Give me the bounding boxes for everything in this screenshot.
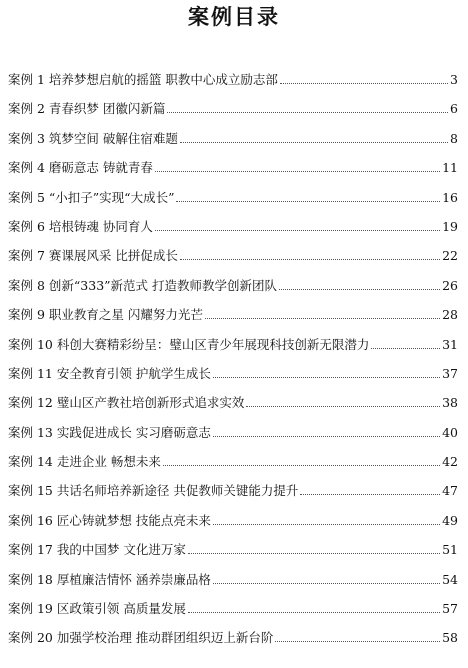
toc-leader-dots — [155, 171, 440, 172]
toc-entry[interactable] — [8, 276, 458, 305]
toc-entry[interactable] — [8, 217, 458, 246]
toc-page-number: 6 — [450, 101, 458, 117]
toc-entry-label: 案例 14 走进企业 畅想未来 — [8, 454, 161, 470]
toc-entry[interactable] — [8, 570, 458, 599]
toc-page-number: 28 — [442, 307, 458, 323]
toc-entry-label: 案例 3 筑梦空间 破解住宿难题 — [8, 130, 178, 146]
toc-leader-dots — [188, 612, 440, 613]
toc-leader-dots — [371, 348, 440, 349]
toc-page-number: 47 — [442, 483, 458, 499]
toc-leader-dots — [246, 406, 440, 407]
toc-leader-dots — [279, 289, 440, 290]
toc-entry-label: 案例 11 安全教育引领 护航学生成长 — [8, 365, 211, 381]
toc-entry[interactable] — [8, 481, 458, 510]
toc-leader-dots — [213, 583, 440, 584]
toc-page-number: 11 — [442, 160, 458, 176]
toc-page-number: 26 — [442, 277, 458, 293]
toc-entry[interactable] — [8, 158, 458, 187]
toc-entry-label: 案例 10 科创大赛精彩纷呈：璧山区青少年展现科技创新无限潜力 — [8, 336, 370, 352]
toc-page-number: 31 — [442, 336, 458, 352]
toc-entry[interactable] — [8, 99, 458, 128]
toc-entry-label: 案例 12 璧山区产教社培创新形式追求实效 — [8, 395, 245, 411]
toc-leader-dots — [213, 436, 440, 437]
toc-entry-label: 案例 1 培养梦想启航的摇篮 职教中心成立励志部 — [8, 72, 278, 87]
page-title: 案例目录 — [188, 5, 280, 29]
toc-entry[interactable] — [8, 129, 458, 158]
toc-page-number: 38 — [442, 395, 458, 411]
toc-page-number: 16 — [442, 189, 458, 205]
toc-entry-label: 案例 13 实践促进成长 实习磨砺意志 — [8, 424, 211, 440]
toc-entry[interactable] — [8, 188, 458, 217]
toc-entry[interactable] — [8, 423, 458, 452]
toc-page-number: 49 — [442, 512, 458, 528]
toc-leader-dots — [180, 259, 440, 260]
toc-entry-label: 案例 4 磨砺意志 铸就青春 — [8, 160, 153, 176]
toc-leader-dots — [205, 318, 440, 319]
toc-entry[interactable] — [8, 393, 458, 422]
toc-page-number: 37 — [442, 365, 458, 381]
toc-entry[interactable] — [8, 511, 458, 540]
toc-entry-label: 案例 19 区政策引领 高质量发展 — [8, 601, 186, 617]
toc-entry-label: 案例 6 培根铸魂 协同育人 — [8, 218, 153, 234]
toc-entry[interactable] — [8, 599, 458, 628]
toc-page-number: 51 — [442, 542, 458, 558]
toc-entry-label: 案例 16 匠心铸就梦想 技能点亮未来 — [8, 512, 211, 528]
toc-entry-label: 案例 8 创新“333”新范式 打造教师教学创新团队 — [8, 277, 278, 293]
toc-leader-dots — [167, 112, 448, 113]
toc-entry-label: 案例 7 赛课展风采 比拼促成长 — [8, 248, 178, 264]
toc-entry[interactable] — [8, 452, 458, 481]
toc-entry[interactable] — [8, 628, 458, 657]
toc-entry-label: 案例 9 职业教育之星 闪耀努力光芒 — [8, 307, 203, 323]
toc-leader-dots — [163, 465, 440, 466]
toc-entry-label: 案例 20 加强学校治理 推动群团组织迈上新台阶 — [8, 630, 274, 646]
toc-leader-dots — [176, 201, 440, 202]
toc-entry-label: 案例 5 “小扣子”实现“大成长” — [8, 189, 175, 205]
toc-page-number: 19 — [442, 218, 458, 234]
toc-entry-label: 案例 15 共话名师培养新途径 共促教师关键能力提升 — [8, 483, 299, 499]
toc-entry[interactable] — [8, 364, 458, 393]
toc-entry[interactable] — [8, 540, 458, 569]
toc-page-number: 54 — [442, 571, 458, 587]
toc-entry[interactable] — [8, 70, 458, 99]
toc-leader-dots — [188, 553, 440, 554]
toc-leader-dots — [180, 142, 448, 143]
toc-entry[interactable] — [8, 246, 458, 275]
toc-entry[interactable] — [8, 305, 458, 334]
toc-leader-dots — [280, 83, 448, 84]
toc-entry-label: 案例 2 青春织梦 团徽闪新篇 — [8, 101, 166, 117]
toc-page-number: 42 — [442, 454, 458, 470]
toc-entry-label: 案例 18 厚植廉洁情怀 涵养崇廉品格 — [8, 571, 211, 587]
toc-leader-dots — [213, 524, 440, 525]
toc-page-number: 57 — [442, 601, 458, 617]
toc-leader-dots — [300, 494, 440, 495]
toc-leader-dots — [275, 641, 440, 642]
toc-page-number: 40 — [442, 424, 458, 440]
toc-entry[interactable] — [8, 335, 458, 364]
toc-page-number: 22 — [442, 248, 458, 264]
toc-entry-label: 案例 17 我的中国梦 文化进万家 — [8, 542, 186, 558]
toc-leader-dots — [213, 377, 440, 378]
toc-page-number: 3 — [450, 72, 458, 87]
table-of-contents — [8, 70, 458, 658]
toc-page-number: 8 — [450, 130, 458, 146]
toc-page-number: 58 — [442, 630, 458, 646]
toc-leader-dots — [155, 230, 440, 231]
